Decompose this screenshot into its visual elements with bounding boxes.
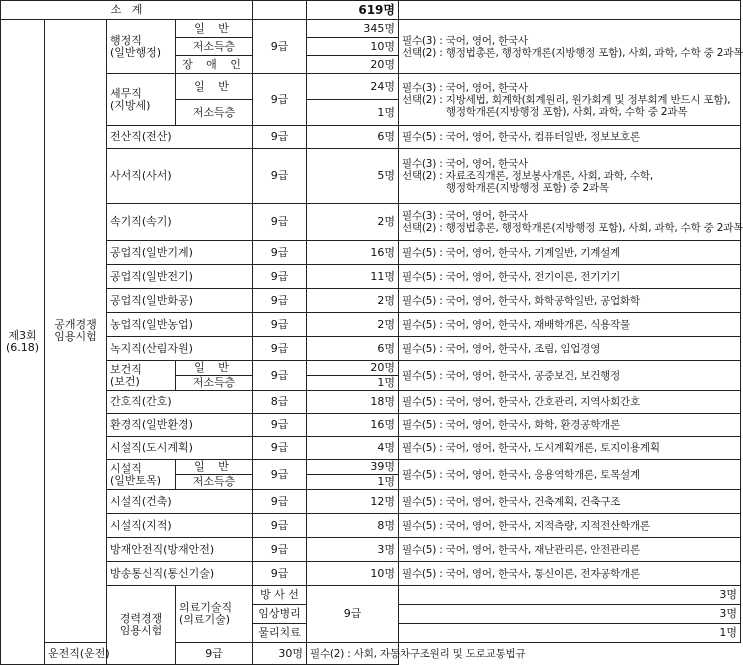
subjects-cad: 필수(5) : 국어, 영어, 한국사, 지적측량, 지적전산학개론 [399,514,741,538]
subjects-driver: 필수(2) : 사회, 자동차구조원리 및 도로교통법규 [307,643,399,665]
subjects-env: 필수(5) : 국어, 영어, 한국사, 화학, 환경공학개론 [399,414,741,437]
sub-admin-disabled: 장 애 인 [176,56,253,74]
job-comm: 방송통신직(통신기술) [107,562,253,586]
sub-tax-lowincome: 저소득층 [176,100,253,126]
sub-admin-general: 일 반 [176,20,253,38]
grade-arch: 9급 [253,490,307,514]
job-admin: 행정직 (일반행정) [107,20,176,74]
count-civil-lowincome: 1명 [307,475,399,490]
count-nurse: 18명 [307,391,399,414]
count-disaster: 3명 [307,538,399,562]
job-env: 환경직(일반환경) [107,414,253,437]
job-medtech: 의료기술직 (의료기술) [176,586,253,643]
subjects-green: 필수(5) : 국어, 영어, 한국사, 조림, 임업경영 [399,337,741,361]
count-medtech-physio: 1명 [399,624,741,643]
job-driver: 운전직(운전) [45,643,176,665]
summary-label: 소 계 [1,1,253,20]
grade-medtech: 9급 [307,586,399,643]
grade-comm: 9급 [253,562,307,586]
job-chem: 공업직(일반화공) [107,289,253,313]
count-medtech-clinical: 3명 [399,605,741,624]
grade-lib: 9급 [253,149,307,204]
grade-steno: 9급 [253,204,307,241]
count-driver: 30명 [253,643,307,665]
sub-tax-general: 일 반 [176,74,253,100]
sub-civil-general: 일 반 [176,460,253,475]
count-chem: 2명 [307,289,399,313]
count-tax-lowincome: 1명 [307,100,399,126]
count-tax-general: 24명 [307,74,399,100]
subjects-admin: 필수(3) : 국어, 영어, 한국사 선택(2) : 행정법총론, 행정학개론(지방행정 포함), 사회, 과학, 수학 중 2과목 [399,20,741,74]
subjects-lib: 필수(3) : 국어, 영어, 한국사 선택(2) : 자료조직개론, 정보봉사개론, 사회, 과학, 수학, 행정학개론(지방행정 포함) 중 2과목 [399,149,741,204]
count-green: 6명 [307,337,399,361]
grade-it: 9급 [253,126,307,149]
round-label: 제3회 (6.18) [1,20,45,665]
count-medtech-radiology: 3명 [399,586,741,605]
grade-agri: 9급 [253,313,307,337]
count-steno: 2명 [307,204,399,241]
job-it: 전산직(전산) [107,126,253,149]
count-health-lowincome: 1명 [307,376,399,391]
job-steno: 속기직(속기) [107,204,253,241]
count-lib: 5명 [307,149,399,204]
grade-green: 9급 [253,337,307,361]
job-cad: 시설직(지적) [107,514,253,538]
count-health-general: 20명 [307,361,399,376]
count-env: 16명 [307,414,399,437]
subjects-steno: 필수(3) : 국어, 영어, 한국사 선택(2) : 행정법총론, 행정학개론(지방행정 포함), 사회, 과학, 수학 중 2과목 [399,204,741,241]
grade-disaster: 9급 [253,538,307,562]
sub-medtech-clinical: 임상병리 [253,605,307,624]
grade-env: 9급 [253,414,307,437]
job-nurse: 간호직(간호) [107,391,253,414]
subjects-disaster: 필수(5) : 국어, 영어, 한국사, 재난관리론, 안전관리론 [399,538,741,562]
count-urban: 4명 [307,437,399,460]
grade-health: 9급 [253,361,307,391]
subjects-health: 필수(5) : 국어, 영어, 한국사, 공중보건, 보건행정 [399,361,741,391]
job-tax: 세무직 (지방세) [107,74,176,126]
subjects-mech: 필수(5) : 국어, 영어, 한국사, 기계일반, 기계설계 [399,241,741,265]
sub-civil-lowincome: 저소득층 [176,475,253,490]
count-civil-general: 39명 [307,460,399,475]
grade-chem: 9급 [253,289,307,313]
subjects-urban: 필수(5) : 국어, 영어, 한국사, 도시계획개론, 토지이용계획 [399,437,741,460]
count-it: 6명 [307,126,399,149]
sub-admin-lowincome: 저소득층 [176,38,253,56]
grade-urban: 9급 [253,437,307,460]
job-disaster: 방재안전직(방재안전) [107,538,253,562]
job-lib: 사서직(사서) [107,149,253,204]
count-admin-disabled: 20명 [307,56,399,74]
count-cad: 8명 [307,514,399,538]
grade-elec: 9급 [253,265,307,289]
count-comm: 10명 [307,562,399,586]
grade-tax: 9급 [253,74,307,126]
subjects-comm: 필수(5) : 국어, 영어, 한국사, 통신이론, 전자공학개론 [399,562,741,586]
count-arch: 12명 [307,490,399,514]
job-civil: 시설직 (일반토목) [107,460,176,490]
summary-total: 619명 [307,1,399,20]
count-agri: 2명 [307,313,399,337]
job-arch: 시설직(건축) [107,490,253,514]
sub-health-lowincome: 저소득층 [176,376,253,391]
subjects-civil: 필수(5) : 국어, 영어, 한국사, 응용역학개론, 토목설계 [399,460,741,490]
sub-medtech-physio: 물리치료 [253,624,307,643]
count-admin-general: 345명 [307,20,399,38]
job-agri: 농업직(일반농업) [107,313,253,337]
subjects-tax: 필수(3) : 국어, 영어, 한국사 선택(2) : 지방세법, 회계학(회계원리, 원가회계 및 정부회계 반드시 포함), 행정학개론(지방행정 포함), 사회, 과학, 수학 중 2과목 [399,74,741,126]
count-mech: 16명 [307,241,399,265]
subjects-arch: 필수(5) : 국어, 영어, 한국사, 건축계획, 건축구조 [399,490,741,514]
subjects-it: 필수(5) : 국어, 영어, 한국사, 컴퓨터일반, 정보보호론 [399,126,741,149]
sub-health-general: 일 반 [176,361,253,376]
subjects-agri: 필수(5) : 국어, 영어, 한국사, 재배학개론, 식용작물 [399,313,741,337]
job-urban: 시설직(도시계획) [107,437,253,460]
job-mech: 공업직(일반기계) [107,241,253,265]
grade-mech: 9급 [253,241,307,265]
group-career: 경력경쟁 임용시험 [107,586,176,665]
subjects-nurse: 필수(5) : 국어, 영어, 한국사, 간호관리, 지역사회간호 [399,391,741,414]
grade-admin: 9급 [253,20,307,74]
grade-driver: 9급 [176,643,253,665]
subjects-chem: 필수(5) : 국어, 영어, 한국사, 화학공학일반, 공업화학 [399,289,741,313]
count-admin-lowincome: 10명 [307,38,399,56]
grade-civil: 9급 [253,460,307,490]
job-green: 녹지직(산림자원) [107,337,253,361]
job-health: 보건직 (보건) [107,361,176,391]
job-elec: 공업직(일반전기) [107,265,253,289]
grade-nurse: 8급 [253,391,307,414]
grade-cad: 9급 [253,514,307,538]
subjects-elec: 필수(5) : 국어, 영어, 한국사, 전기이론, 전기기기 [399,265,741,289]
sub-medtech-radiology: 방 사 선 [253,586,307,605]
count-elec: 11명 [307,265,399,289]
group-open: 공개경쟁 임용시험 [45,20,107,643]
